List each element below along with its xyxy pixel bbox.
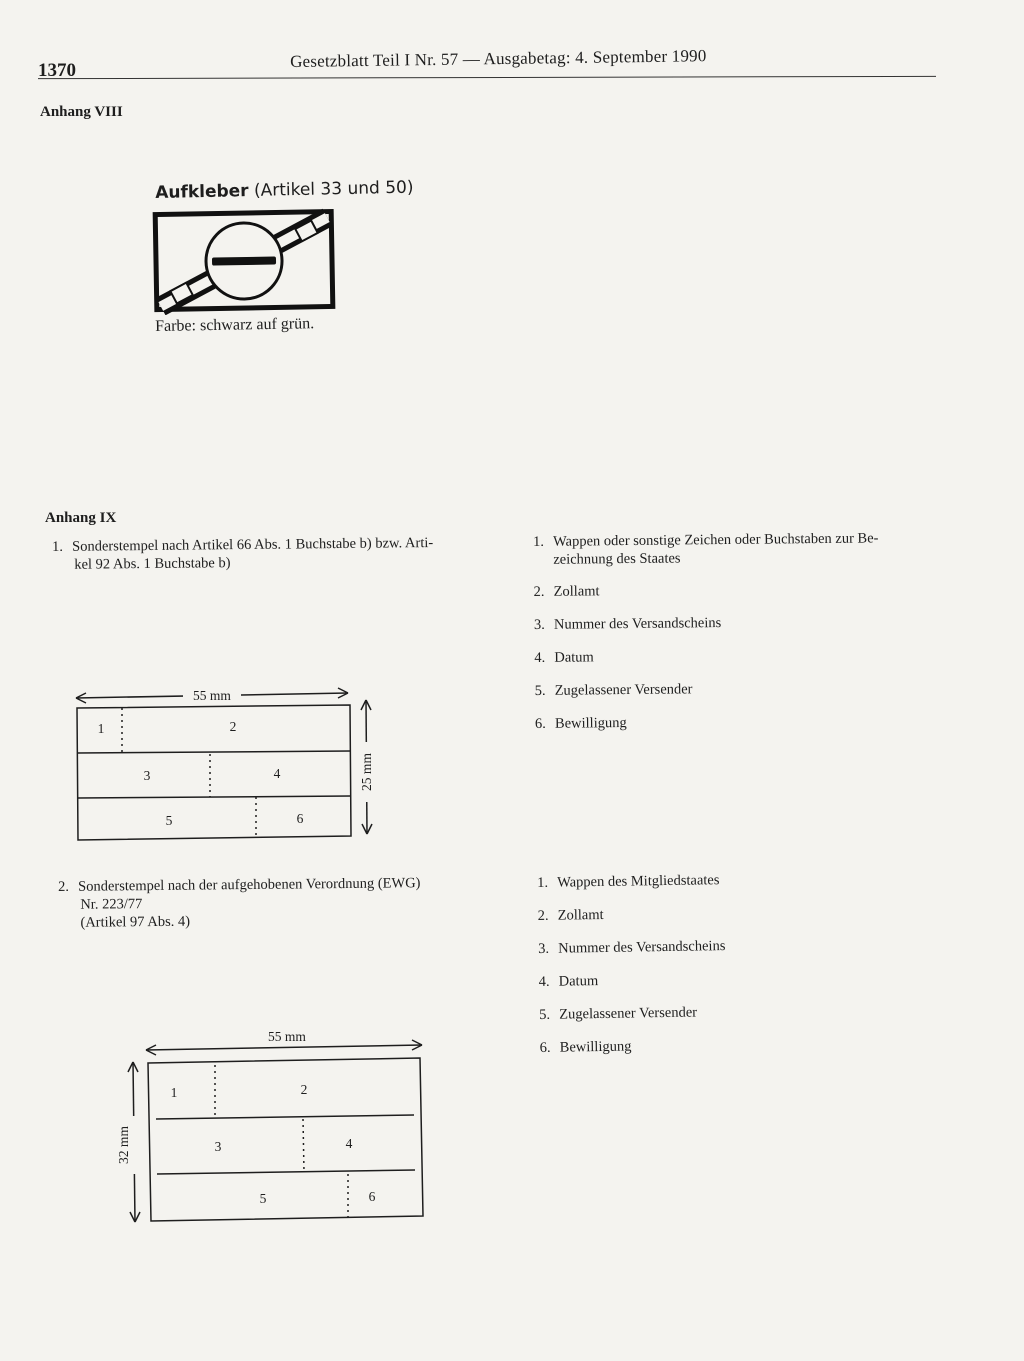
legend-number: 3. (533, 616, 545, 633)
anhang-viii-heading: Anhang VIII (40, 104, 123, 120)
height-label: 25 mm (359, 753, 374, 791)
width-dimension-line (146, 1045, 422, 1050)
page-number: 1370 (38, 60, 76, 81)
section-1-legend (533, 529, 955, 748)
legend-number: 5. (539, 1006, 551, 1023)
cell-label: 1 (170, 1085, 178, 1100)
legend-text: Bewilligung (559, 1038, 632, 1056)
section-1-number: 1. (52, 538, 64, 555)
legend-text: Wappen des Mitgliedstaates (557, 872, 720, 891)
height-label: 32 mm (116, 1126, 131, 1164)
width-label: 55 mm (268, 1029, 306, 1044)
legend-text: Wappen oder sonstige Zeichen oder Buchstaben zur Be- (553, 530, 879, 550)
legend-text: Zollamt (557, 906, 604, 924)
cell-label: 6 (296, 811, 304, 826)
legend-number: 1. (537, 874, 549, 891)
publication-header: Gesetzblatt Teil I Nr. 57 — Ausgabetag: 4. September 1990 (290, 46, 707, 71)
legend-text-continued: zeichnung des Staates (553, 550, 681, 568)
header-rule (38, 76, 936, 79)
legend-text: Zugelassener Versender (554, 681, 693, 699)
legend-number: 2. (537, 907, 549, 924)
section-1-legend-item (535, 678, 955, 715)
section-1-legend-item (534, 579, 954, 616)
section-2-line1: Sonderstempel nach der aufgehobenen Verordnung (EWG) (78, 875, 421, 895)
aufkleber-caption (155, 178, 414, 203)
stamp-divider-1 (77, 751, 351, 753)
sticker-minus-bar (212, 256, 276, 265)
legend-number: 6. (539, 1039, 551, 1056)
legend-number: 1. (533, 533, 545, 550)
cell-label: 6 (368, 1189, 376, 1204)
aufkleber-caption-rest: (Artikel 33 und 50) (253, 177, 414, 201)
aufkleber-caption-bold: Aufkleber (155, 181, 249, 203)
stamp-diagram-2 (108, 1022, 438, 1230)
cell-label: 2 (229, 719, 237, 734)
stamp-dotted-divider (303, 1119, 304, 1172)
legend-number: 6. (534, 715, 546, 732)
legend-number: 4. (538, 973, 550, 990)
section-2-line2: Nr. 223/77 (80, 896, 143, 913)
cell-label: 4 (273, 766, 281, 781)
aufkleber-sticker-symbol (150, 205, 340, 315)
stamp-outline (148, 1058, 423, 1221)
section-2-description (58, 873, 499, 932)
stamp-outline (77, 705, 351, 840)
section-1-legend-item (534, 612, 954, 649)
section-1-legend-item (533, 529, 954, 583)
stamp-divider-2 (78, 796, 351, 798)
section-2-legend-item (540, 1033, 940, 1072)
legend-text: Zollamt (553, 583, 600, 600)
legend-number: 3. (538, 940, 550, 957)
legend-number: 2. (533, 583, 545, 600)
section-1-legend-item (535, 711, 955, 748)
section-2-line3: (Artikel 97 Abs. 4) (80, 913, 191, 931)
legend-text: Zugelassener Versender (559, 1004, 698, 1023)
legend-text: Bewilligung (554, 715, 627, 732)
stamp-divider-2 (157, 1170, 415, 1174)
cell-label: 3 (143, 768, 151, 783)
section-1-line1: Sonderstempel nach Artikel 66 Abs. 1 Buchstabe b) bzw. Arti- (72, 535, 434, 555)
legend-text: Datum (554, 649, 594, 666)
cell-label: 1 (97, 721, 105, 736)
section-2-legend (537, 868, 940, 1072)
section-1-description (52, 533, 492, 574)
stamp-diagram-1 (68, 684, 388, 846)
legend-number: 5. (534, 682, 546, 699)
legend-number: 4. (534, 649, 546, 666)
section-1-line2: kel 92 Abs. 1 Buchstabe b) (74, 555, 231, 573)
cell-label: 2 (300, 1082, 308, 1097)
cell-label: 5 (259, 1191, 267, 1206)
aufkleber-color-note: Farbe: schwarz auf grün. (155, 315, 315, 335)
legend-text: Datum (558, 973, 599, 990)
cell-label: 5 (165, 813, 173, 828)
anhang-ix-heading: Anhang IX (45, 510, 117, 526)
legend-text: Nummer des Versandscheins (558, 938, 726, 957)
width-label: 55 mm (193, 688, 231, 703)
legend-text: Nummer des Versandscheins (553, 615, 722, 633)
cell-label: 4 (345, 1136, 353, 1151)
section-1-legend-item (534, 645, 954, 682)
cell-label: 3 (214, 1139, 222, 1154)
section-2-number: 2. (58, 878, 70, 895)
stamp-divider-1 (156, 1115, 414, 1119)
